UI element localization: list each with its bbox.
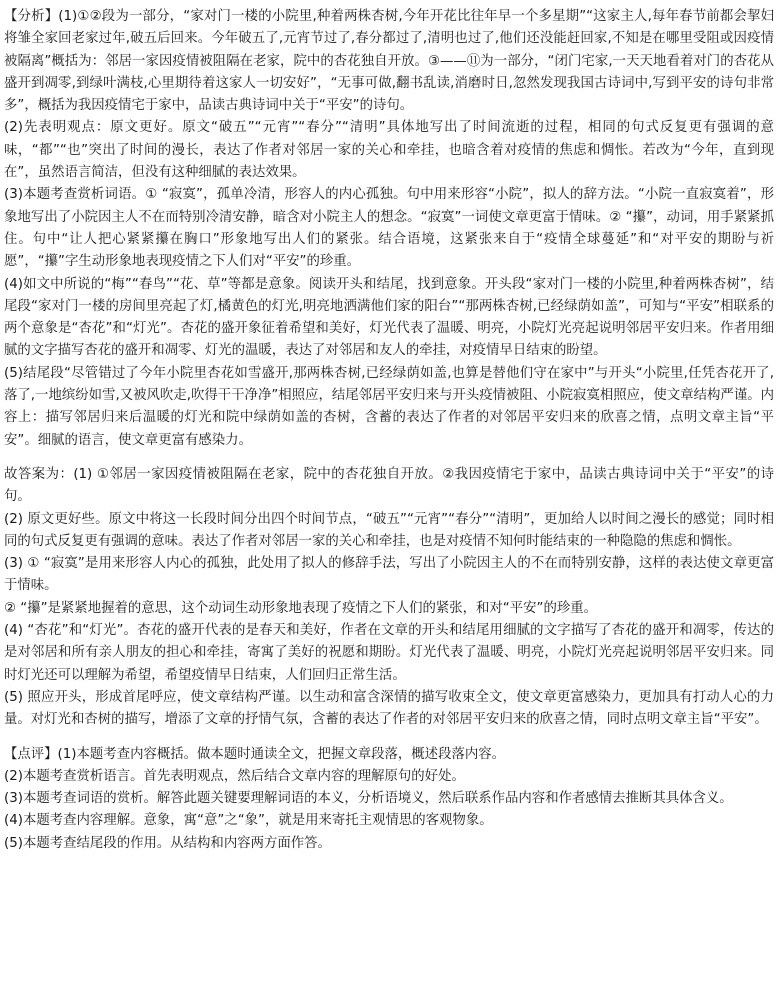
section-spacer — [4, 732, 774, 744]
comment-part-4: (4)本题考查内容理解。意象，寓“意”之“象”，就是用来寄托主观情思的客观物象。 — [4, 813, 493, 829]
comment-section — [4, 744, 774, 855]
answer-part-5: (5) 照应开头，形成首尾呼应，使文章结构严谨。以生动和富含深情的描写收束全文，使文章更富感染力，更加具有打动人心的力量。对灯光和杏树的描写，增添了文章的抒情气氛，含蓄的表达了作者的对邻居平安归来的欣喜之情，同时点明文章主旨“平安”。 — [4, 689, 774, 728]
analysis-part-2: (2)先表明观点：原文更好。原文“破五”“元宵”“春分”“清明”具体地写出了时间流逝的过程，相同的句式反复更有强调的意味，“都”“也”突出了时间的漫长，表达了作者对邻居一家的关心和牵挂，也暗含着对疫情的焦虑和惆怅。若改为“今年，直到现在”，虽然语言简洁，但没有这种细腻的表达效果。 — [4, 120, 774, 181]
comment-part-2: (2)本题考查赏析语言。首先表明观点，然后结合文章内容的理解原句的好处。 — [4, 768, 465, 784]
comment-part-1: 【点评】(1)本题考查内容概括。做本题时通读全文，把握文章段落，概述段落内容。 — [4, 746, 506, 762]
analysis-part-4: (4)如文中所说的“梅”“春鸟”“花、草”等都是意象。阅读开头和结尾，找到意象。开头段“家对门一楼的小院里,种着两株杏树”，结尾段“家对门一楼的房间里亮起了灯,橘黄色的灯光,明亮地洒满他们家的阳台”“那两株杏树,已经绿荫如盖”，可知与“平安”相联系的两个意象是“杏花”和“灯光”。杏花的盛开象征着希望和美好，灯光代表了温暖、明亮，小院灯光亮起说明邻居平安归来。作者用细腻的文字描写杏花的盛开和凋零、灯光的温暖，表达了对邻居和友人的牵挂，对疫情早日结束的盼望。 — [4, 276, 774, 359]
answer-section — [4, 464, 774, 732]
answer-part-3b: ② “攥”是紧紧地握着的意思，这个动词生动形象地表现了疫情之下人们的紧张，和对“平安”的珍重。 — [4, 600, 598, 616]
analysis-part-1: 【分析】(1)①②段为一部分，“家对门一楼的小院里,种着两株杏树,今年开花比往年早一个多星期”“这家主人,每年春节前都会挈妇将雏全家回老家过年,破五后回来。今年破五了,元宵节过了,春分都过了,清明也过了,他们还没能赶回家,不知是在哪里受阻或因疫情被隔离”概括为：邻居一家因疫情被阻隔在老家，院中的杏花独自开放。③——⑪为一部分，“闭门宅家,一天天地看着对门的杏花从盛开到凋零,到绿叶满枝,心里期待着这家人一切安好”，“无事可做,翻书乱读,消磨时日,忽然发现我国古诗词中,写到平安的诗句非常多”，概括为我因疫情宅于家中，品读古典诗词中关于“平安”的诗句。 — [4, 9, 774, 114]
analysis-section — [4, 6, 774, 452]
comment-part-3: (3)本题考查词语的赏析。解答此题关键要理解词语的本义，分析语境义，然后联系作品内容和作者感情去推断其具体含义。 — [4, 791, 733, 807]
analysis-part-5: (5)结尾段“尽管错过了今年小院里杏花如雪盛开,那两株杏树,已经绿荫如盖,也算是替他们守在家中”与开头“小院里,任凭杏花开了,落了,一地缤纷如雪,又被风吹走,吹得干干净净”相照应，结尾邻居平安归来与开头疫情被阻、小院寂寞相照应，使文章结构严谨。内容上：描写邻居归来后温暖的灯光和院中绿荫如盖的杏树，含蓄的表达了作者的对邻居平安归来的欣喜之情，点明文章主旨“平安”。细腻的语言，使文章更富有感染力。 — [4, 365, 774, 448]
answer-part-4: (4) “杏花”和“灯光”。杏花的盛开代表的是春天和美好，作者在文章的开头和结尾用细腻的文字描写了杏花的盛开和凋零，传达的是对邻居和所有亲人朋友的担心和牵挂，寄寓了美好的祝愿和期盼。灯光代表了温暖、明亮，小院灯光亮起说明邻居平安归来。同时灯光还可以理解为希望，希望疫情早日结束，人们回归正常生活。 — [4, 623, 774, 683]
comment-part-5: (5)本题考查结尾段的作用。从结构和内容两方面作答。 — [4, 835, 331, 851]
analysis-part-3: (3)本题考查赏析词语。① “寂寞”，孤单冷清，形容人的内心孤独。句中用来形容“小院”，拟人的辞方法。“小院一直寂寞着”，形象地写出了小院因主人不在而特别冷清安静，暗含对小院主人的想念。“寂寞”一词使文章更富于情味。② “攥”，动词，用手紧紧抓住。句中“让人把心紧紧攥在胸口”形象地写出人们的紧张。结合语境，这紧张来自于“疫情全球蔓延”和“对平安的期盼与祈愿”，“攥”字生动形象地表现疫情之下人们对“平安”的珍重。 — [4, 187, 774, 270]
answer-part-2: (2) 原文更好些。原文中将这一长段时间分出四个时间节点，“破五”“元宵”“春分”“清明”，更加给人以时间之漫长的感觉；同时相同的句式反复更有强调的意味。表达了作者对邻居一家的关心和牵挂，也是对疫情不知何时能结束的一种隐隐的焦虑和惆怅。 — [4, 511, 774, 549]
answer-part-1: 故答案为：(1) ①邻居一家因疫情被阻隔在老家，院中的杏花独自开放。②我因疫情宅于家中，品读古典诗词中关于“平安”的诗句。 — [4, 466, 774, 505]
section-spacer — [4, 452, 774, 464]
answer-part-3a: (3) ① “寂寞”是用来形容人内心的孤独，此处用了拟人的修辞手法，写出了小院因主人的不在而特别安静，这样的表达使文章更富于情味。 — [4, 556, 774, 594]
